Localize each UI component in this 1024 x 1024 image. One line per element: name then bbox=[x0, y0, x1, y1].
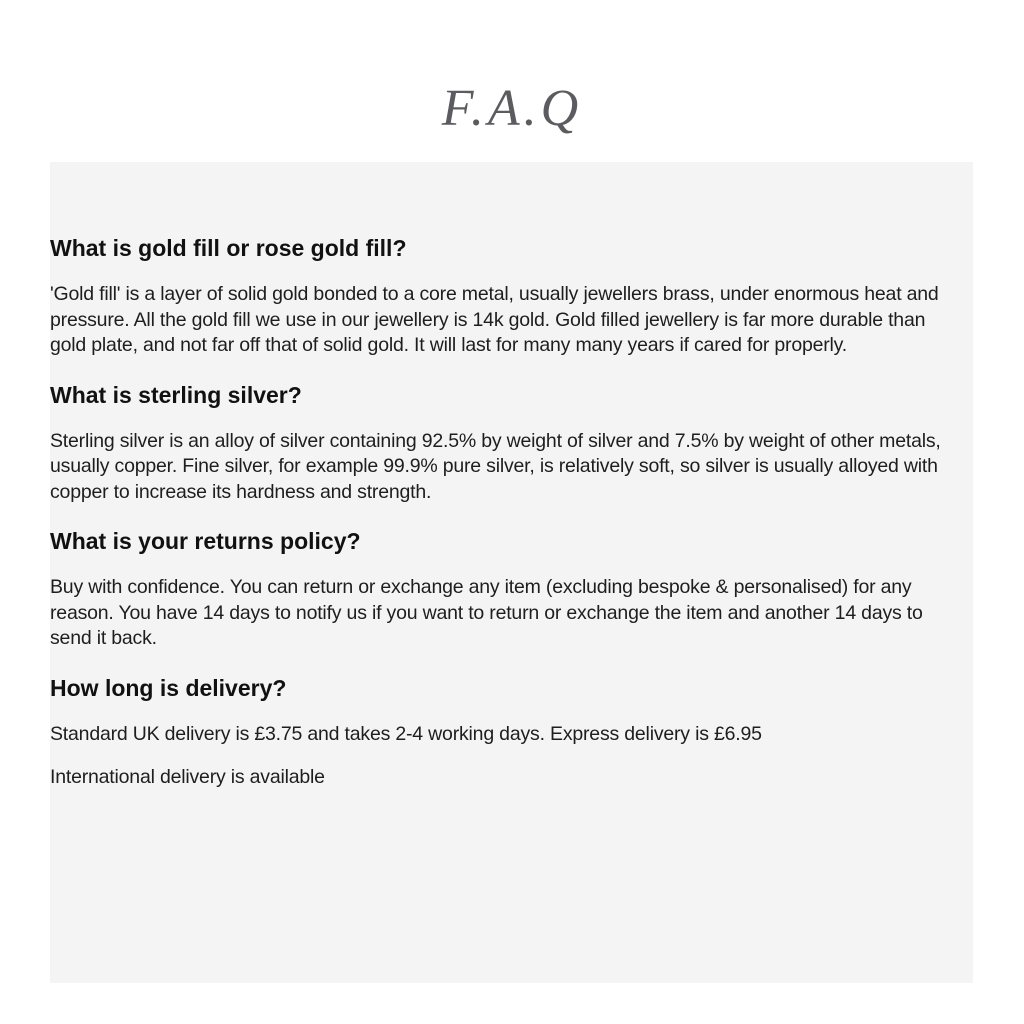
faq-item-delivery bbox=[50, 674, 965, 791]
faq-question: What is gold fill or rose gold fill? bbox=[50, 235, 407, 261]
faq-item-returns-policy bbox=[50, 527, 965, 652]
faq-answer-international-delivery: International delivery is available bbox=[50, 766, 325, 788]
faq-answer: Sterling silver is an alloy of silver containing 92.5% by weight of silver and 7.5% by weight of other metals, usually copper. Fine silver, for example 99.9% pure silver, is relatively soft, so silver is usually alloyed with copper to increase its hardness and strength. bbox=[50, 429, 941, 503]
faq-question: What is your returns policy? bbox=[50, 528, 361, 554]
faq-list bbox=[50, 234, 965, 813]
page-title: F.A.Q bbox=[441, 80, 583, 137]
faq-answer-uk-delivery: Standard UK delivery is £3.75 and takes 2-4 working days. Express delivery is £6.95 bbox=[50, 722, 762, 745]
faq-item-sterling-silver bbox=[50, 381, 965, 506]
faq-question: What is sterling silver? bbox=[50, 381, 302, 408]
faq-answer: Buy with confidence. You can return or exchange any item (excluding bespoke & personalised) for any reason. You have 14 days to notify us if you want to return or exchange the item and another 14 days to send it back. bbox=[50, 576, 923, 649]
faq-item-gold-fill bbox=[50, 234, 965, 359]
faq-answer: 'Gold fill' is a layer of solid gold bonded to a core metal, usually jewellers brass, under enormous heat and pressure. All the gold fill we use in our jewellery is 14k gold. Gold filled jewellery is far more durable than gold plate, and not far off that of solid gold. It will last for many many years if cared for properly. bbox=[50, 283, 939, 356]
faq-question: How long is delivery? bbox=[50, 674, 287, 701]
faq-panel bbox=[50, 162, 973, 983]
